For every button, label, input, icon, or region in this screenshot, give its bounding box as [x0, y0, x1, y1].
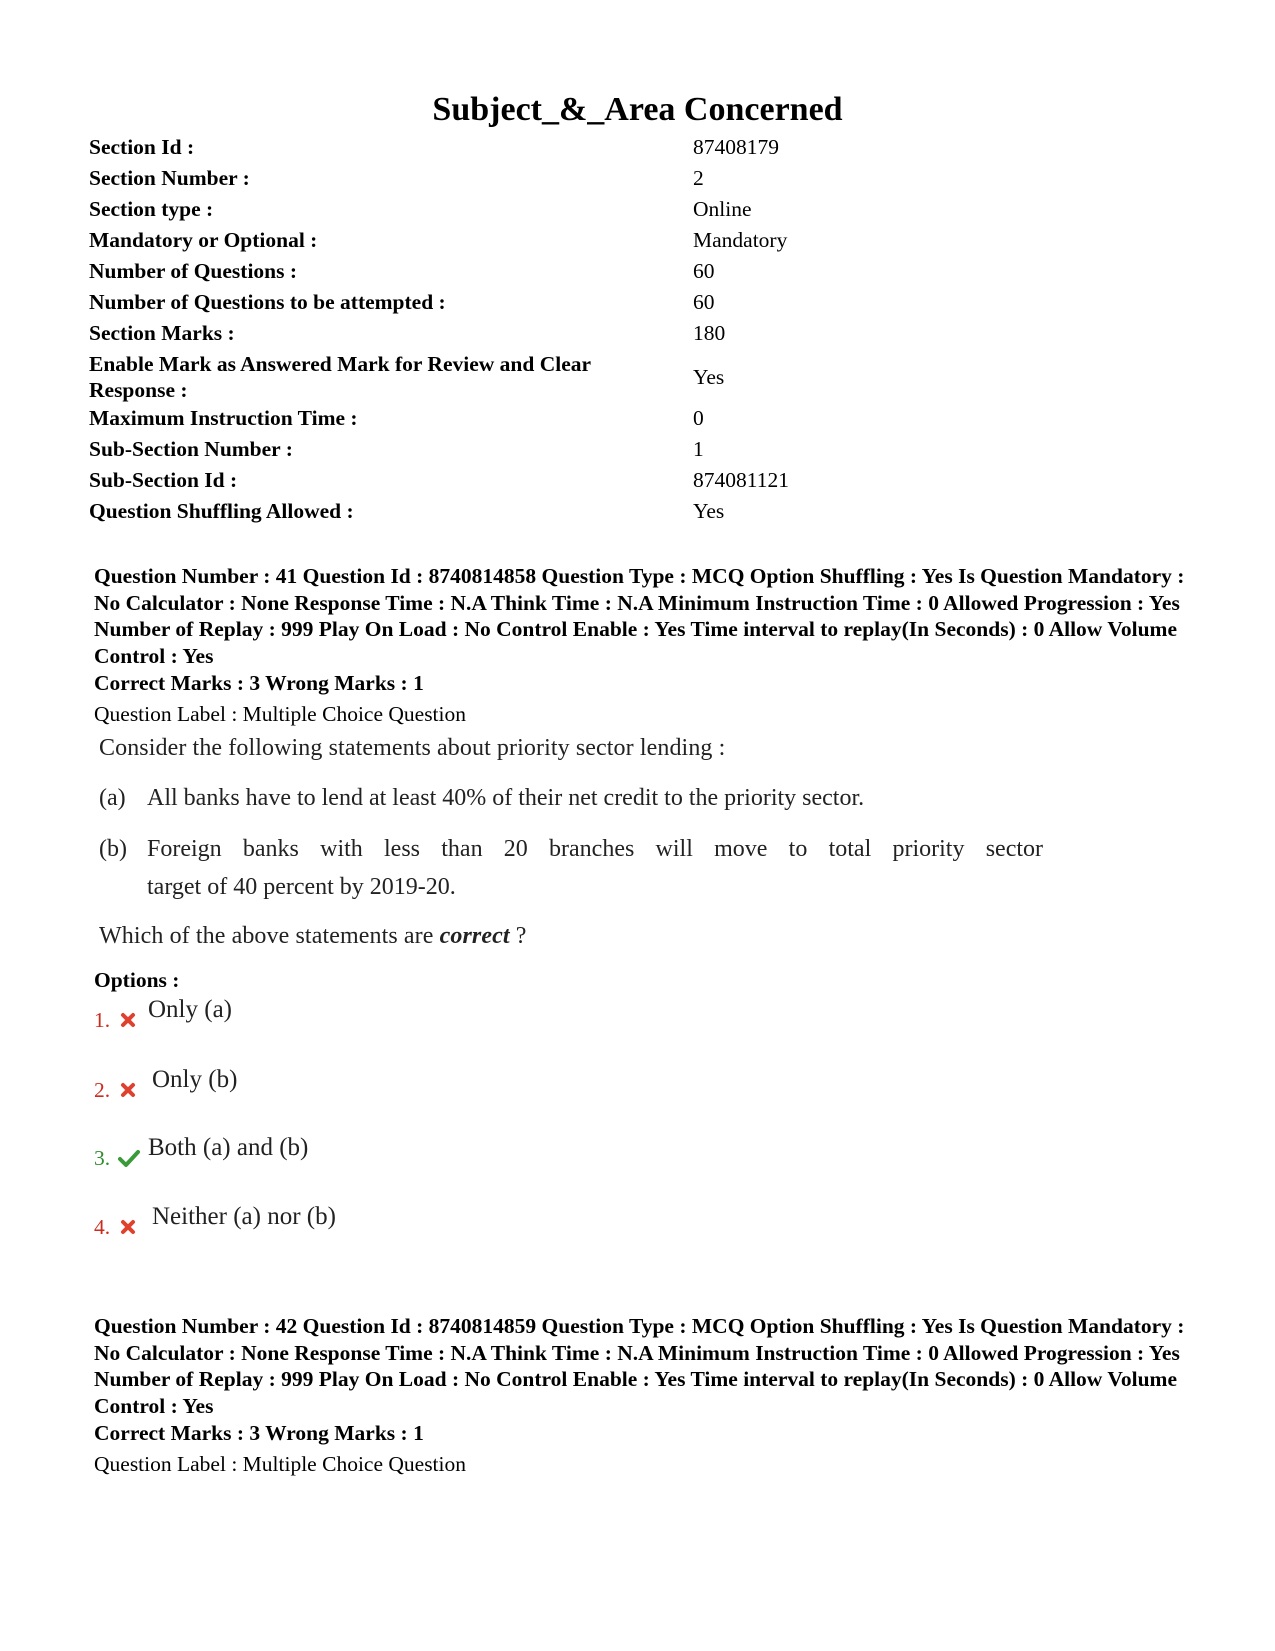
- section-row: [89, 165, 704, 191]
- section-value: 87408179: [693, 135, 779, 159]
- section-row: [89, 350, 725, 404]
- section-label: Maximum Instruction Time :: [89, 406, 358, 430]
- section-row: [89, 258, 715, 284]
- option-number: 3.: [94, 1146, 111, 1170]
- section-label: Section Number :: [89, 166, 250, 190]
- section-value: 2: [693, 166, 704, 190]
- option-text: Only (a): [148, 996, 232, 1023]
- section-label: Section Id :: [89, 135, 195, 159]
- option-text: Neither (a) nor (b): [152, 1203, 336, 1230]
- section-label: Question Shuffling Allowed :: [89, 499, 354, 523]
- question-41-ask: [99, 921, 526, 951]
- section-row: [89, 134, 779, 160]
- options-heading: Options :: [94, 968, 180, 992]
- correct-check-icon: [118, 1148, 140, 1168]
- section-value: 180: [693, 321, 726, 345]
- section-value: 0: [693, 406, 704, 430]
- option-text: Both (a) and (b): [148, 1134, 309, 1161]
- statement-b: [99, 834, 1049, 906]
- option-text: Only (b): [152, 1066, 238, 1093]
- statement-a-text: All banks have to lend at least 40% of their net credit to the priority sector.: [147, 785, 865, 811]
- wrong-cross-icon: [118, 1080, 138, 1100]
- statement-a: [99, 783, 1049, 815]
- section-value: 1: [693, 437, 704, 461]
- question-42-meta: Question Number : 42 Question Id : 8740814859 Question Type : MCQ Option Shuffling : Yes Is Question Mandatory : No Calculator : None Response Time : N.A Think Time : N.A Minimum Instruction Time : 0 Allowed Progression : Yes Number of Replay : 999 Play On Load : No Control Enable : Yes Time interval to replay(In Seconds) : 0 Allow Volume Control : Yes: [94, 1314, 1185, 1418]
- section-row: [89, 498, 725, 524]
- section-label: Mandatory or Optional :: [89, 228, 318, 252]
- statement-b-text-line2: target of 40 percent by 2019-20.: [147, 874, 456, 900]
- section-value: Online: [693, 197, 752, 221]
- option-number: 4.: [94, 1215, 111, 1239]
- section-row: [89, 196, 752, 222]
- question-41-label: Question Label : Multiple Choice Question: [94, 702, 467, 726]
- section-value: Yes: [693, 365, 725, 389]
- question-41-stem: Consider the following statements about priority sector lending :: [99, 735, 726, 761]
- section-row: [89, 320, 726, 346]
- statement-a-tag: (a): [99, 785, 126, 811]
- section-row: [89, 405, 704, 431]
- statement-b-tag: (b): [99, 836, 127, 862]
- section-value: 60: [693, 290, 715, 314]
- ask-suffix: ?: [509, 923, 527, 949]
- option-number: 1.: [94, 1008, 111, 1032]
- section-label: Number of Questions to be attempted :: [89, 290, 446, 314]
- ask-emphasis: correct: [439, 923, 510, 949]
- section-label: Enable Mark as Answered Mark for Review and Clear Response :: [89, 352, 591, 402]
- section-row: [89, 436, 704, 462]
- section-value: Yes: [693, 499, 725, 523]
- section-row: [89, 289, 715, 315]
- statement-b-text-line1: Foreign banks with less than 20 branches will move to total priority sector: [147, 836, 1043, 862]
- ask-prefix: Which of the above statements are: [99, 923, 440, 949]
- section-value: 874081121: [693, 468, 789, 492]
- section-label: Sub-Section Number :: [89, 437, 293, 461]
- question-42-label: Question Label : Multiple Choice Question: [94, 1452, 467, 1476]
- section-label: Section type :: [89, 197, 214, 221]
- section-row: [89, 467, 789, 493]
- section-label: Number of Questions :: [89, 259, 298, 283]
- question-42-marks: Correct Marks : 3 Wrong Marks : 1: [94, 1421, 424, 1445]
- wrong-cross-icon: [118, 1217, 138, 1237]
- section-value: Mandatory: [693, 228, 788, 252]
- question-41-meta: Question Number : 41 Question Id : 8740814858 Question Type : MCQ Option Shuffling : Yes Is Question Mandatory : No Calculator : None Response Time : N.A Think Time : N.A Minimum Instruction Time : 0 Allowed Progression : Yes Number of Replay : 999 Play On Load : No Control Enable : Yes Time interval to replay(In Seconds) : 0 Allow Volume Control : Yes: [94, 564, 1185, 668]
- question-41-marks: Correct Marks : 3 Wrong Marks : 1: [94, 671, 424, 695]
- section-label: Sub-Section Id :: [89, 468, 238, 492]
- section-value: 60: [693, 259, 715, 283]
- section-row: [89, 227, 788, 253]
- page-title: Subject_&_Area Concerned: [432, 91, 843, 128]
- section-label: Section Marks :: [89, 321, 235, 345]
- option-number: 2.: [94, 1078, 111, 1102]
- wrong-cross-icon: [118, 1010, 138, 1030]
